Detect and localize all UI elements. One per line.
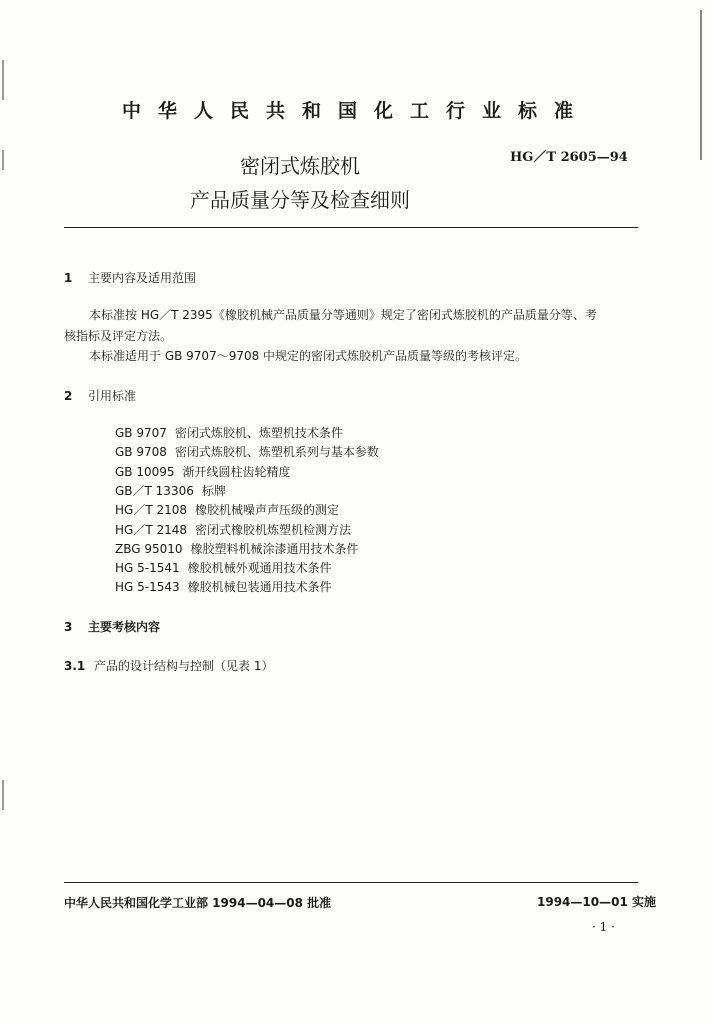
reference-code: GB／T 13306 [115, 483, 194, 498]
reference-title: 渐开线圆柱齿轮精度 [182, 464, 291, 479]
section-number: 1 [64, 271, 73, 285]
reference-code: GB 9708 [115, 445, 167, 460]
reference-code: GB 9707 [115, 426, 167, 440]
section-title: 主要考核内容 [88, 620, 161, 634]
header-divider [64, 227, 638, 228]
reference-title: 橡胶机械包装通用技术条件 [187, 580, 332, 595]
scan-edge-mark [2, 780, 4, 810]
section-1-heading [64, 269, 196, 286]
approval-line: 中华人民共和国化学工业部 1994—04—08 批准 [64, 896, 332, 910]
reference-code: HG 5-1543 [115, 580, 180, 595]
reference-item [115, 578, 332, 595]
section-number: 3.1 [64, 659, 86, 673]
page-number: · 1 · [592, 920, 615, 934]
document-code: HG／T 2605—94 [510, 150, 628, 165]
section-title: 产品的设计结构与控制（见表 1） [94, 659, 274, 673]
reference-item [115, 424, 343, 441]
reference-title: 橡胶塑料机械涂漆通用技术条件 [190, 541, 359, 556]
reference-code: GB 10095 [115, 464, 175, 479]
reference-code: HG 5-1541 [115, 561, 180, 576]
reference-item [115, 482, 226, 499]
section-1-paragraph-2: 本标准适用于 GB 9707～9708 中规定的密闭式炼胶机产品质量等级的考核评定。 [89, 349, 528, 363]
reference-code: HG／T 2108 [115, 503, 188, 518]
section-number: 2 [64, 389, 73, 403]
reference-title: 橡胶机械噪声声压级的测定 [195, 503, 340, 518]
effective-date: 1994—10—01 实施 [537, 895, 656, 909]
reference-item [115, 540, 359, 557]
scan-edge-mark [700, 10, 702, 160]
section-3-1-heading [64, 657, 273, 674]
document-title-line1: 密闭式炼胶机 [240, 154, 360, 178]
reference-item [115, 463, 291, 480]
reference-code: ZBG 95010 [115, 541, 183, 556]
reference-title: 标牌 [201, 483, 226, 498]
reference-title: 密闭式炼胶机、炼塑机技术条件 [174, 426, 343, 440]
standard-header: 中华人民共和国化工行业标准 [121, 100, 590, 122]
reference-item [115, 521, 351, 538]
footer-divider [64, 882, 638, 883]
section-number: 3 [64, 620, 73, 634]
section-2-heading [64, 387, 136, 404]
section-title: 主要内容及适用范围 [88, 271, 197, 285]
section-title: 引用标准 [88, 389, 137, 403]
reference-title: 密闭式炼胶机、炼塑机系列与基本参数 [174, 445, 379, 460]
reference-item [115, 443, 379, 460]
document-title-line2: 产品质量分等及检查细则 [190, 188, 410, 212]
section-3-heading [64, 618, 160, 635]
reference-item [115, 559, 332, 576]
section-1-paragraph-1: 本标准按 HG／T 2395《橡胶机械产品质量分等通则》规定了密闭式炼胶机的产品质量分等、考 [89, 308, 597, 322]
section-1-paragraph-1-cont: 核指标及评定方法。 [64, 329, 173, 343]
reference-item [115, 501, 339, 518]
scan-edge-mark [2, 60, 4, 100]
reference-code: HG／T 2148 [115, 522, 188, 537]
reference-title: 橡胶机械外观通用技术条件 [187, 561, 332, 576]
reference-title: 密闭式橡胶机炼塑机检测方法 [195, 522, 352, 537]
